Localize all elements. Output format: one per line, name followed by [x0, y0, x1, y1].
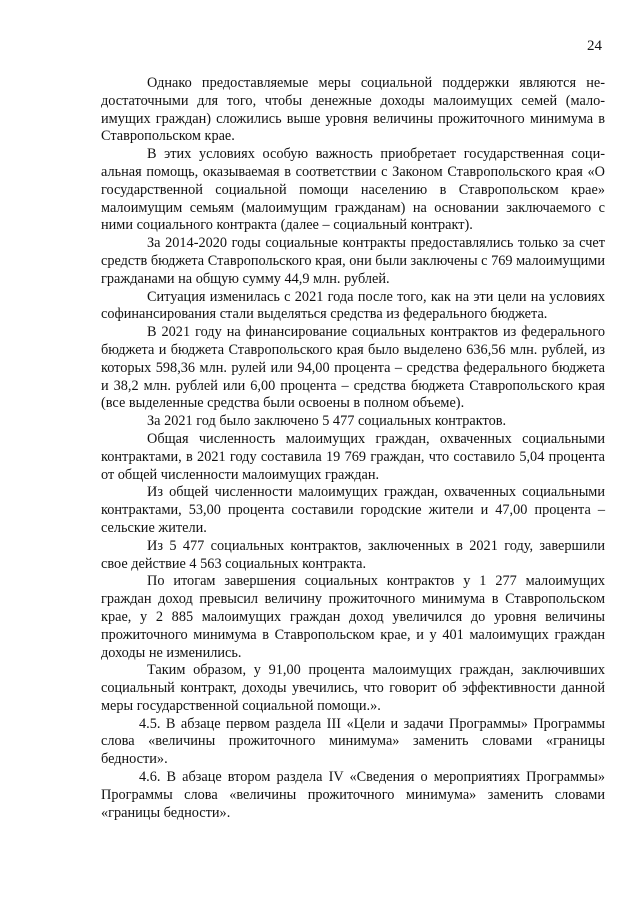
paragraph-urban-rural: Из общей численности малоимущих граждан, охваченных социальными контрактами, 53,00 процента составили городские жители и 47,00 процента – сельские жители.	[101, 484, 605, 536]
paragraph-item-4-6: 4.6. В абзаце втором раздела IV «Сведения о мероприятиях Программы» Программы слова «величины прожиточного минимума» заменить словами «границы бедности».	[101, 769, 605, 821]
paragraph-contracts-count: За 2021 год было заключено 5 477 социальных контрактов.	[147, 413, 507, 430]
paragraph-completed-contracts: Из 5 477 социальных контрактов, заключенных в 2021 году, завершили свое действие 4 563 социальных контракта.	[101, 537, 605, 572]
paragraph-effectiveness: Таким образом, у 91,00 процента малоимущих граждан, заключивших социальный контракт, доходы увечились, что говорит об эффективности данной меры государственной социальной помощи.».	[101, 662, 605, 714]
paragraph-support-insufficient: Однако предоставляемые меры социальной поддержки являются недостаточными для того, чтобы денежные доходы малоимущих семей (малоимущих граждан) сложились выше уровня величины прожиточного минимума в Ставропольском крае.	[101, 75, 605, 145]
paragraph-income-results: По итогам завершения социальных контрактов у 1 277 малоимущих граждан доход превысил величину прожиточного минимума в Ставропольском крае, у 2 885 малоимущих граждан доход увеличился до уровня величины прожиточного минимума в Ставропольском крае, и у 401 малоимущих граждан доходы не изменились.	[101, 573, 605, 661]
paragraph-state-social-assistance: В этих условиях особую важность приобретает государственная социальная помощь, оказываемая в соответствии с Законом Ставропольского края «О государственной социальной помощи населению в Ставропольском крае» малоимущим семьям (малоимущим гражданам) на основании заключаемого с ними социального контракта (далее – социальный контракт).	[101, 146, 605, 234]
paragraph-funding-2021: В 2021 году на финансирование социальных контрактов из федерального бюджета и бюджета Ставропольского края было выделено 636,56 млн. рублей, из которых 598,36 млн. рулей или 94,00 процента – средства федерального бюджета и 38,2 млн. рублей или 6,00 процента – средства бюджета Ставропольского края (все выделенные средства были освоены в полном объеме).	[101, 324, 605, 412]
paragraph-item-4-5: 4.5. В абзаце первом раздела III «Цели и задачи Программы» Программы слова «величины прожиточного минимума» заменить словами «границы бедности».	[101, 715, 605, 768]
paragraph-contracts-2014-2020: За 2014-2020 годы социальные контракты предоставлялись только за счет средств бюджета Ставропольского края, они были заключены с 769 малоимущими гражданами на общую сумму 44,9 млн. рублей.	[101, 235, 605, 287]
page-number: 24	[587, 38, 602, 54]
paragraph-cofinancing-2021: Ситуация изменилась с 2021 года после того, как на эти цели на условиях софинансирования стали выделяться средства из федерального бюджета.	[101, 288, 605, 323]
document-body	[101, 75, 605, 822]
paragraph-citizens-covered: Общая численность малоимущих граждан, охваченных социальными контрактами, в 2021 году составила 19 769 граждан, что составило 5,04 процента от общей численности малоимущих граждан.	[101, 430, 605, 483]
